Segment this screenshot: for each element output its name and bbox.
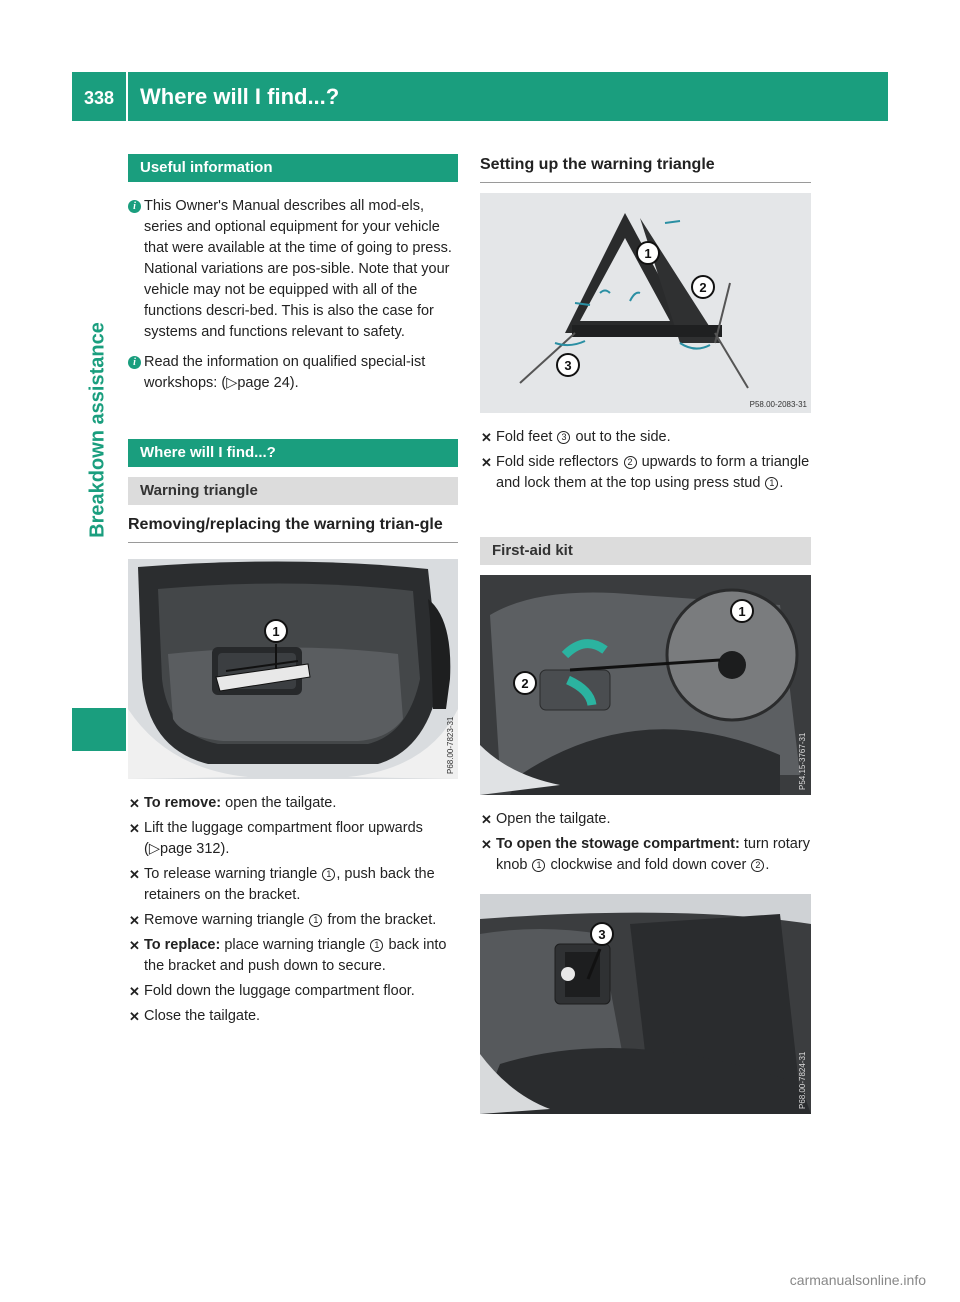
step-text: Open the tailgate. xyxy=(496,811,611,827)
step-marker-icon: ✕ xyxy=(481,430,492,445)
illustration-ref-code: P58.00-2083-31 xyxy=(749,400,807,409)
step-text-end: out to the side. xyxy=(575,429,671,445)
step-fold-reflectors xyxy=(480,452,811,494)
info-icon: i xyxy=(128,200,141,213)
step-text: Fold feet xyxy=(496,429,553,445)
page-ref-link[interactable]: page 24 xyxy=(237,375,290,391)
step-remove xyxy=(128,793,458,814)
info-icon: i xyxy=(128,356,141,369)
callout-3: 3 xyxy=(598,927,606,942)
step-marker-icon: ✕ xyxy=(129,1009,140,1024)
step-text-end: . xyxy=(779,475,784,491)
step-release xyxy=(128,864,458,906)
useful-information-heading: Useful information xyxy=(128,154,458,182)
callout-number: 1 xyxy=(309,914,322,927)
where-heading: Where will I find...? xyxy=(128,439,458,467)
step-text: turn rotary knob xyxy=(496,836,810,873)
step-marker-icon: ✕ xyxy=(129,821,140,836)
step-marker-icon: ✕ xyxy=(129,938,140,953)
step-marker-icon: ✕ xyxy=(481,812,492,827)
first-aid-photo xyxy=(480,575,811,795)
page-number: 338 xyxy=(84,88,115,108)
left-column xyxy=(128,154,458,1031)
callout-2: 2 xyxy=(521,676,529,691)
step-fold-floor xyxy=(128,981,458,1002)
info-note-2-end: ). xyxy=(289,375,299,391)
watermark: carmanualsonline.info xyxy=(789,1272,926,1288)
step-text: Remove warning triangle xyxy=(144,912,305,928)
warning-triangle-heading: Warning triangle xyxy=(128,477,458,505)
info-note-2 xyxy=(128,352,458,394)
side-tab-marker xyxy=(72,708,126,751)
step-remove-triangle xyxy=(128,910,458,931)
first-aid-steps xyxy=(480,809,811,876)
callout-number: 1 xyxy=(322,868,335,881)
step-close-tailgate xyxy=(128,1006,458,1027)
page-title: Where will I find...? xyxy=(140,84,340,109)
step-text-end: from the bracket. xyxy=(327,912,437,928)
setup-steps xyxy=(480,427,811,494)
step-text: Fold down the luggage compartment floor. xyxy=(144,983,415,999)
step-marker-icon: ✕ xyxy=(129,796,140,811)
step-text: open the tailgate. xyxy=(225,795,337,811)
step-text: Lift the luggage compartment floor upwards ( xyxy=(144,820,423,857)
info-note-1 xyxy=(128,196,458,343)
callout-number: 2 xyxy=(624,456,637,469)
step-open-tailgate xyxy=(480,809,811,830)
step-bold: To remove: xyxy=(144,795,222,811)
photo-ref-code: P68.00-7823-31 xyxy=(446,716,455,774)
step-text-end: , push back the retainers on the bracket. xyxy=(144,866,435,903)
callout-number: 3 xyxy=(557,431,570,444)
first-aid-kit-photo xyxy=(480,894,811,1114)
warning-triangle-illustration xyxy=(480,193,811,413)
step-lift-floor xyxy=(128,818,458,860)
callout-2: 2 xyxy=(699,280,707,295)
callout-number: 2 xyxy=(751,859,764,872)
right-column xyxy=(480,154,811,1114)
first-aid-heading: First-aid kit xyxy=(480,537,811,565)
step-bold: To replace: xyxy=(144,937,221,953)
step-marker-icon: ✕ xyxy=(481,455,492,470)
step-text: place warning triangle xyxy=(224,937,366,953)
step-marker-icon: ✕ xyxy=(481,837,492,852)
step-marker-icon: ✕ xyxy=(129,913,140,928)
step-text: Fold side reflectors xyxy=(496,454,619,470)
side-tab xyxy=(80,160,116,700)
callout-1: 1 xyxy=(644,246,652,261)
side-tab-label: Breakdown assistance xyxy=(86,322,109,538)
header-divider xyxy=(126,72,128,121)
photo-ref-code: P68.00-7824-31 xyxy=(798,1051,807,1109)
step-text-end: ). xyxy=(220,841,230,857)
step-open-stowage xyxy=(480,834,811,876)
page-ref-arrow-icon: ▷ xyxy=(148,841,160,857)
info-note-2-text: Read the information on qualified special-ist workshops: ( xyxy=(144,354,426,391)
step-text-end: upwards to form a triangle and lock them at the top using press stud xyxy=(496,454,810,491)
trunk-photo xyxy=(128,559,458,779)
remove-steps xyxy=(128,793,458,1027)
step-marker-icon: ✕ xyxy=(129,867,140,882)
page-ref-link[interactable]: page 312 xyxy=(160,841,221,857)
callout-number: 1 xyxy=(532,859,545,872)
setup-heading: Setting up the warning triangle xyxy=(480,154,811,183)
step-text-end: . xyxy=(765,857,770,873)
photo-ref-code: P54.15-3767-31 xyxy=(798,732,807,790)
step-text: To release warning triangle xyxy=(144,866,318,882)
step-bold: To open the stowage compartment: xyxy=(496,836,740,852)
step-text-end: back into the bracket and push down to secure. xyxy=(144,937,447,974)
callout-number: 1 xyxy=(370,939,383,952)
step-text-end: clockwise and fold down cover xyxy=(550,857,747,873)
callout-1: 1 xyxy=(272,624,280,639)
step-marker-icon: ✕ xyxy=(129,984,140,999)
callout-1: 1 xyxy=(738,604,746,619)
step-text: Close the tailgate. xyxy=(144,1008,261,1024)
step-replace xyxy=(128,935,458,977)
removing-heading: Removing/replacing the warning trian-gle xyxy=(128,514,458,543)
callout-number: 1 xyxy=(765,477,778,490)
info-note-1-text: This Owner's Manual describes all mod-els, series and optional equipment for your vehicle that were available at the time of going to press. National variations are pos-sible. Note that your vehicle may not be equipped with all of the functions descri-bed. This is also the case for systems and functions relevant to safety. xyxy=(144,198,452,340)
page-ref-arrow-icon: ▷ xyxy=(226,375,238,391)
callout-3: 3 xyxy=(564,358,572,373)
step-fold-feet xyxy=(480,427,811,448)
